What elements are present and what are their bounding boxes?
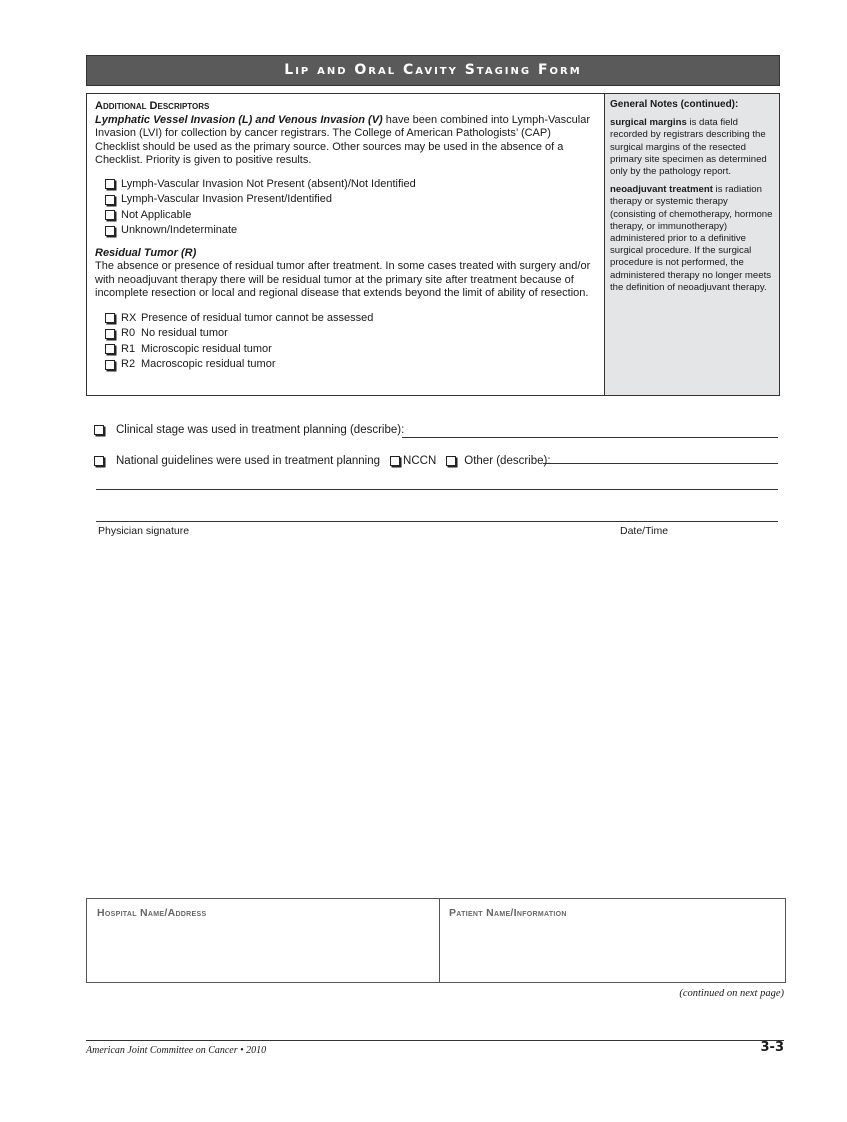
residual-tumor-heading: Residual Tumor (R) — [95, 246, 197, 259]
lvi-description — [95, 114, 595, 168]
guidelines-checkbox[interactable] — [94, 456, 104, 466]
checkbox-icon[interactable] — [105, 313, 115, 323]
descriptors-panel — [86, 93, 780, 396]
identification-box — [86, 898, 786, 983]
footer-divider — [86, 1040, 784, 1041]
general-notes-heading: General Notes (continued): — [610, 99, 739, 110]
footer-organization: American Joint Committee on Cancer • 2010 — [86, 1045, 267, 1056]
neoadjuvant-note: neoadjuvant treatment is radiation therapy or systemic therapy (consisting of chemotherapy, hormone therapy, or immunotherapy) administered prior to a definitive surgical procedure. If the surgical procedure is not performed, the administered therapy no longer meets the definition of neoadjuvant therapy. — [610, 184, 773, 293]
date-time-label: Date/Time — [620, 525, 669, 537]
residual-option-r2[interactable]: R2 Macroscopic residual tumor — [105, 357, 595, 373]
residual-option-r0[interactable]: R0 No residual tumor — [105, 326, 595, 342]
page-number: 3-3 — [760, 1040, 784, 1055]
guidelines-label: National guidelines were used in treatment planning — [116, 455, 381, 467]
additional-descriptors-heading: Additional Descriptors — [95, 100, 210, 112]
continued-note: (continued on next page) — [679, 988, 784, 999]
hospital-label: Hospital Name/Address — [97, 907, 207, 919]
nccn-checkbox[interactable] — [390, 456, 400, 466]
checkbox-icon[interactable] — [105, 360, 115, 370]
clinical-stage-line[interactable] — [402, 437, 778, 438]
lvi-option-present[interactable]: Lymph-Vascular Invasion Present/Identified — [105, 192, 595, 208]
form-title: Lip and Oral Cavity Staging Form — [86, 55, 780, 86]
other-label: Other (describe): — [464, 455, 551, 467]
clinical-stage-label: Clinical stage was used in treatment planning (describe): — [116, 424, 405, 436]
lvi-option-not-applicable[interactable]: Not Applicable — [105, 208, 595, 224]
clinical-stage-checkbox[interactable] — [94, 425, 104, 435]
guidelines-continuation-line[interactable] — [96, 489, 778, 490]
guidelines-row — [94, 455, 551, 467]
checkbox-icon[interactable] — [105, 195, 115, 205]
residual-option-rx[interactable]: RX Presence of residual tumor cannot be assessed — [105, 311, 595, 327]
lvi-option-not-present[interactable]: Lymph-Vascular Invasion Not Present (absent)/Not Identified — [105, 177, 595, 193]
general-notes — [604, 94, 779, 395]
physician-signature-label: Physician signature — [98, 525, 190, 537]
residual-option-r1[interactable]: R1 Microscopic residual tumor — [105, 342, 595, 358]
lvi-option-unknown[interactable]: Unknown/Indeterminate — [105, 223, 595, 239]
checkbox-icon[interactable] — [105, 329, 115, 339]
residual-tumor-description: The absence or presence of residual tumor after treatment. In some cases treated with surgery and/or with neoadjuvant therapy there will be residual tumor at the primary site after treatment because of incomplete resection or local and regional disease that extends beyond the limit of ability of resection. — [95, 260, 591, 299]
checkbox-icon[interactable] — [105, 179, 115, 189]
lvi-lead: Lymphatic Vessel Invasion (L) and Venous Invasion (V) — [95, 113, 383, 126]
surgical-margins-note: surgical margins is data field recorded by registrars describing the surgical margins of the resected primary site specimen as determined only by the pathology report. — [610, 117, 767, 178]
checkbox-icon[interactable] — [105, 226, 115, 236]
other-checkbox[interactable] — [446, 456, 456, 466]
patient-label: Patient Name/Information — [449, 907, 567, 919]
clinical-stage-row — [94, 424, 404, 436]
nccn-label: NCCN — [403, 455, 437, 467]
lvi-text: have been combined into Lymph-Vascular Invasion (LVI) for collection by cancer registrars. The College of American Pathologists’ (CAP) Checklist should be used as the primary source. Other sources may be used in the absence of a Checklist. Priority is given to positive results. — [95, 113, 590, 166]
signature-line[interactable] — [96, 521, 778, 522]
checkbox-icon[interactable] — [105, 210, 115, 220]
hospital-section[interactable] — [87, 899, 440, 982]
additional-descriptors — [87, 94, 603, 395]
other-describe-line[interactable] — [543, 463, 778, 464]
checkbox-icon[interactable] — [105, 344, 115, 354]
